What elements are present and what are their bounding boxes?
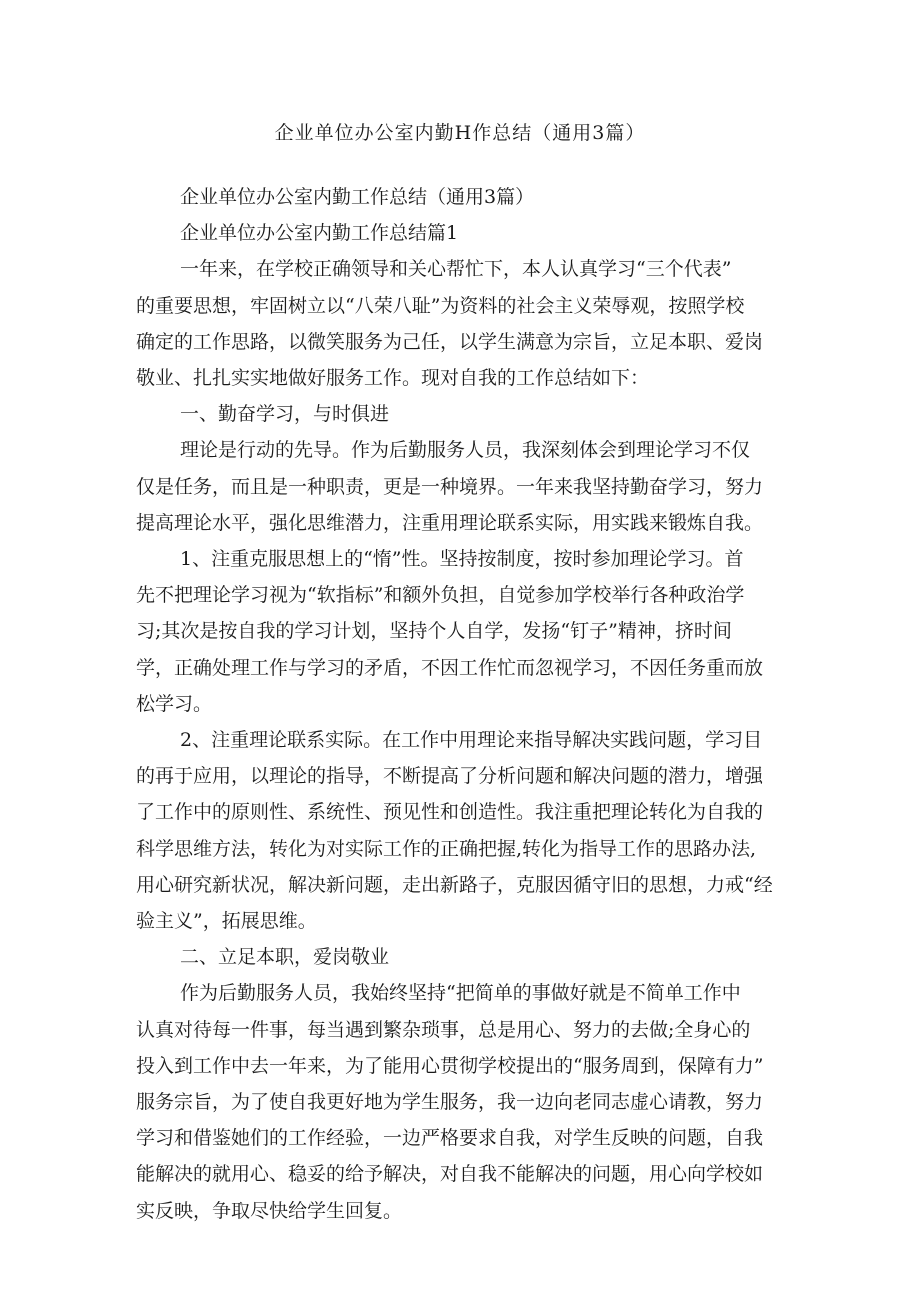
subtitle bbox=[136, 179, 796, 215]
paragraph-point-1 bbox=[136, 541, 796, 722]
paragraph-intro bbox=[136, 251, 796, 396]
text-line: 确定的工作思路，以微笑服务为己任，以学生满意为宗旨，立足本职、爱岗 bbox=[136, 330, 764, 353]
text-line: 习;其次是按自我的学习计划，坚持个人自学，发扬“钉子”精神，挤时间 bbox=[136, 620, 732, 643]
text-line: 1、注重克服思想上的“惰”性。坚持按制度，按时参加理论学习。首 bbox=[180, 548, 744, 571]
text-line: 仅是任务，而且是一种职责，更是一种境界。一年来我坚持勤奋学习，努力 bbox=[136, 475, 764, 498]
document-body bbox=[136, 179, 796, 1229]
text-line: 科学思维方法，转化为对实际工作的正确把握,转化为指导工作的思路办法, bbox=[136, 837, 757, 860]
text-line: 认真对待每一件事，每当遇到繁杂琐事，总是用心、努力的去做;全身心的 bbox=[136, 1018, 751, 1041]
text-line: 二、立足本职，爱岗敬业 bbox=[180, 946, 390, 969]
text-line: 投入到工作中去一年来，为了能用心贯彻学校提出的“服务周到，保障有力” bbox=[136, 1054, 764, 1077]
text-line: 一年来，在学校正确领导和关心帮忙下，本人认真学习“三个代表” bbox=[180, 258, 732, 281]
document-title: 企业单位办公室内勤H作总结（通用3篇） bbox=[274, 122, 646, 144]
text-line: 企业单位办公室内勤工作总结篇1 bbox=[180, 222, 459, 245]
text-line: 能解决的就用心、稳妥的给予解决，对自我不能解决的问题，用心向学校如 bbox=[136, 1163, 764, 1186]
text-line: 验主义”，拓展思维。 bbox=[136, 910, 317, 933]
text-line: 先不把理论学习视为“软指标”和额外负担，自觉参加学校举行各种政治学 bbox=[136, 584, 745, 607]
heading-duty bbox=[136, 939, 796, 975]
text-line: 企业单位办公室内勤工作总结（通用3篇） bbox=[180, 186, 535, 208]
text-line: 服务宗旨，为了使自我更好地为学生服务，我一边向老同志虚心请教，努力 bbox=[136, 1091, 764, 1114]
section-heading bbox=[136, 215, 796, 251]
text-line: 一、勤奋学习，与时俱进 bbox=[180, 403, 390, 426]
text-line: 理论是行动的先导。作为后勤服务人员，我深刻体会到理论学习不仅 bbox=[180, 439, 751, 462]
text-line: 敬业、扎扎实实地做好服务工作。现对自我的工作总结如下： bbox=[136, 367, 650, 390]
text-line: 2、注重理论联系实际。在工作中用理论来指导解决实践问题，学习目 bbox=[180, 729, 763, 752]
text-line: 提高理论水平，强化思维潜力，注重用理论联系实际，用实践来锻炼自我。 bbox=[136, 511, 764, 534]
text-line: 学习和借鉴她们的工作经验，一边严格要求自我，对学生反映的问题，自我 bbox=[136, 1127, 764, 1150]
text-line: 的重要思想，牢固树立以“八荣八耻”为资料的社会主义荣辱观，按照学校 bbox=[136, 294, 745, 317]
heading-study bbox=[136, 396, 796, 432]
text-line: 了工作中的原则性、系统性、预见性和创造性。我注重把理论转化为自我的 bbox=[136, 801, 764, 824]
text-line: 实反映，争取尽快给学生回复。 bbox=[136, 1199, 403, 1222]
paragraph-point-2 bbox=[136, 722, 796, 939]
text-line: 用心研究新状况，解决新问题，走出新路子，克服因循守旧的思想，力戒“经 bbox=[136, 873, 773, 896]
paragraph-theory bbox=[136, 432, 796, 541]
text-line: 的再于应用，以理论的指导，不断提高了分析问题和解决问题的潜力，增强 bbox=[136, 765, 764, 788]
text-line: 学，正确处理工作与学习的矛盾，不因工作忙而忽视学习，不因任务重而放 bbox=[136, 656, 764, 679]
text-line: 松学习。 bbox=[136, 692, 213, 715]
text-line: 作为后勤服务人员，我始终坚持“把简单的事做好就是不简单工作中 bbox=[180, 982, 741, 1005]
paragraph-service bbox=[136, 975, 796, 1228]
